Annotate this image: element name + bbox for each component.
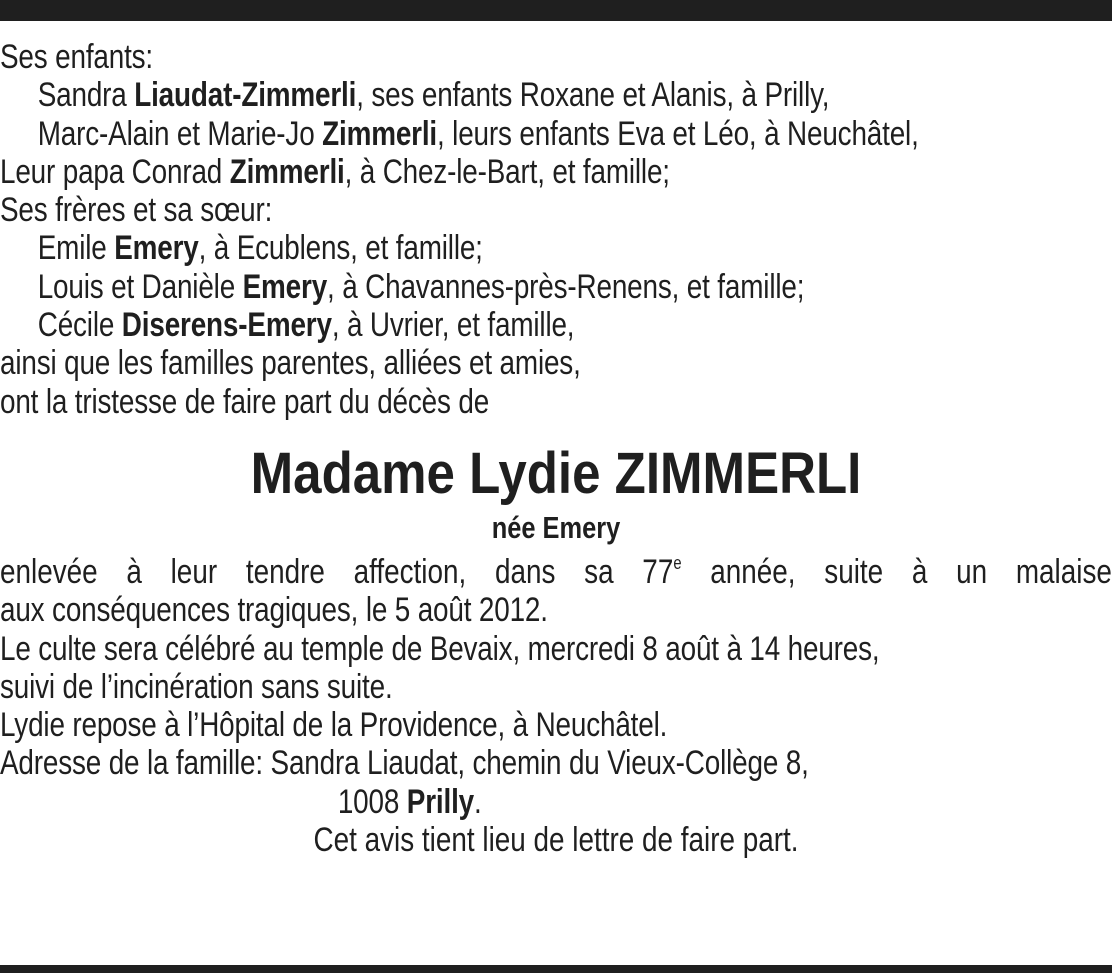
child-line: Marc-Alain et Marie-Jo Zimmerli, leurs enfants Eva et Léo, à Neuchâtel, [37, 114, 919, 153]
sibling-line: Cécile Diserens-Emery, à Uvrier, et famille, [37, 306, 575, 345]
sibling-line: Louis et Danièle Emery, à Chavannes-près-Renens, et famille; [37, 267, 805, 306]
bottom-rule [0, 965, 1112, 973]
closing-line: Cet avis tient lieu de lettre de faire part. [313, 821, 799, 860]
details-line: Lydie repose à l’Hôpital de la Providence, à Neuchâtel. [0, 706, 668, 745]
children-heading: Ses enfants: [0, 38, 154, 76]
details-block [0, 553, 1112, 859]
deceased-name: Madame Lydie ZIMMERLI [250, 440, 862, 506]
child-line: Sandra Liaudat-Zimmerli, ses enfants Roxane et Alanis, à Prilly, [37, 76, 830, 115]
families-line: ainsi que les familles parentes, alliées et amies, [0, 344, 581, 383]
announcement-line: ont la tristesse de faire part du décès de [0, 382, 490, 421]
top-rule [0, 0, 1112, 21]
maiden-name: née Emery [491, 509, 621, 545]
death-notice [0, 38, 1112, 859]
siblings-heading: Ses frères et sa sœur: [0, 191, 273, 230]
details-line: suivi de l’incinération sans suite. [0, 667, 393, 706]
father-line: Leur papa Conrad Zimmerli, à Chez-le-Bart, et famille; [0, 152, 670, 191]
details-line: enlevée à leur tendre affection, dans sa 77e année, suite à un malaise [0, 552, 1112, 591]
sibling-line: Emile Emery, à Ecublens, et famille; [37, 229, 483, 268]
family-address-postcode: 1008 Prilly. [337, 782, 482, 821]
details-line: aux conséquences tragiques, le 5 août 2012. [0, 591, 548, 630]
details-line: Le culte sera célébré au temple de Bevaix, mercredi 8 août à 14 heures, [0, 629, 880, 668]
family-address: Adresse de la famille: Sandra Liaudat, chemin du Vieux-Collège 8, [0, 744, 809, 783]
